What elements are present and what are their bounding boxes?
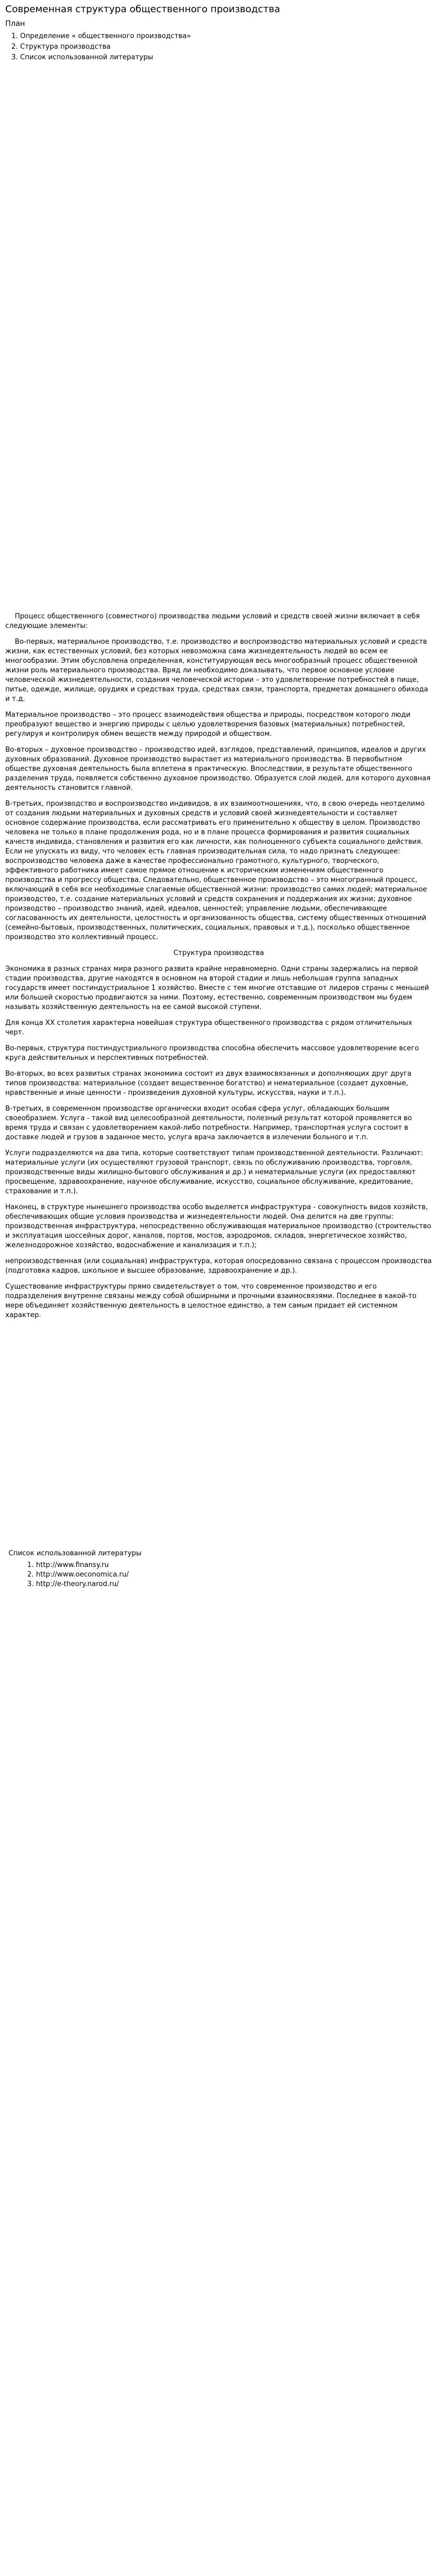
definition-paragraph-spiritual: Во-вторых – духовное производство – производство идей, взглядов, представлений, принципов, идеалов и других духовных образований. Духовное производство вырастает из материального производства. В первобытном обществе духовная деятельность была вплетена в практическую. Впоследствии, в результате общественного разделения труда, появляется собственно духовное производство. Образуется слой людей, для которого духовная деятельность становится главной. bbox=[5, 746, 431, 792]
section-title-structure: Структура производства bbox=[173, 949, 264, 957]
structure-paragraph-5: В-третьих, в современном производстве органически входит особая сфера услуг, обладающих большим своеобразием. Услуга - такой вид целесообразной деятельности, полезный результат которой проявляется во время труда и связан с удовлетворением какой-либо потребности. Например, транспортная услуга состоит в доставке людей и грузов в заданное место, услуга врача заключается в излечении больного и т.п. bbox=[5, 1105, 412, 1141]
structure-paragraph-4: Во-вторых, во всех развитых странах экономика состоит из двух взаимосвязанных и дополняющих друг друга типов производства: материальное (создает вещественное богатство) и нематериальное (создает духовные, нравственные и иные ценности - произведения духовной культуры, искусства, науки и т.п.). bbox=[5, 1070, 412, 1097]
structure-paragraph-7: Наконец, в структуре нынешнего производства особо выделяется инфраструктура - совокупность видов хозяйств, обеспечивающих общие условия производства и жизнедеятельности людей. Она делится на две группы: производственная инфраструктура, непосредственно обслуживающая материальное производство (строительство и эксплуатация шоссейных дорог, каналов, портов, мостов, аэродромов, складов, энергетическое хозяйство, железнодорожное хозяйство, водоснабжение и канализация и т.п.); bbox=[5, 1203, 432, 1249]
definition-paragraph-material: Во-первых, материальное производство, т.е. производство и воспроизводство материальных условий и средств жизни, как естественных условий, без которых невозможна сама жизнедеятельность людей во всем ее многообразии. Этим обусловлена определенная, конституирующая весь многообразный процесс общественной жизни роль материального производства. Вряд ли необходимо доказывать, что первое основное условие человеческой жизнедеятельности, создания человеческой истории – это удовлетворение потребностей в пище, питье, одежде, жилище, орудиях и средствах труда, средствах связи, транспорта, предметах домашнего обихода и т.д. bbox=[5, 638, 428, 703]
reference-link[interactable]: 1. http://www.finansy.ru bbox=[36, 1561, 432, 1570]
structure-paragraph-9: Существование инфраструктуры прямо свидетельствует о том, что современное производство и его подразделения внутренне связаны между собой обширными и прочными взаимосвязями. Последнее в какой-то мере объединяет хозяйственную деятельность в целостное единство, а тем самым придает ей системном характер. bbox=[5, 1283, 417, 1319]
structure-paragraph-1: Экономика в разных странах мира разного развита крайне неравномерно. Одни страны задержались на первой стадии производства, другие находятся в основном на второй стадии и лишь небольшая группа западных государств имеет постиндустриальное 1 хозяйство. Вместе с тем многие отставшие от лидеров страны с меньшей или большей скоростью продвигаются за ними. Поэтому, естественно, современным производством мы будем называть хозяйственную деятельность на ее самой высокой ступени. bbox=[5, 965, 429, 1011]
structure-paragraph-8: непроизводственная (или социальная) инфраструктура, которая опосредованно связана с процессом производства (подготовка кадров, школьное и высшее образование, здравоохранение и др.). bbox=[5, 1257, 432, 1275]
reference-link[interactable]: 2. http://www.oeconomica.ru/ bbox=[36, 1570, 432, 1580]
plan-item-references: 3. Список использованной литературы bbox=[20, 53, 432, 62]
structure-paragraph-3: Во-первых, структура постиндустриального производства способна обеспечить массовое удовлетворение всего круга действительных и перспективных потребностей. bbox=[5, 1044, 419, 1062]
structure-paragraph-2: Для конца ХХ столетия характерна новейшая структура общественного производства с рядом отличительных черт. bbox=[5, 1019, 413, 1037]
references-list bbox=[5, 1561, 432, 1589]
definition-paragraph-individuals: В-третьих, производство и воспроизводство индивидов, в их взаимоотношениях, что, в свою очередь неотделимо от создания людьми материальных и духовных средств и условий своей жизнедеятельности и составляет основное содержание производства, если рассматривать его применительно к обществу в целом. Производство человека не только в плане продолжения рода, но и в плане процесса формирования и развития социальных качеств индивида, становления и развития его как личности, как полноценного субъекта социального действия. Если не упускать из виду, что человек есть главная производительная сила, то надо признать следующее: воспроизводство человека даже в качестве профессионально грамотного, культурного, творческого, эффективного работника имеет самое прямое отношение к историческим изменениям общественного производства и прогрессу общества. Следовательно, общественное производство – это многогранный процесс, включающий в себя все необходимые слагаемые общественной жизни: производство самих людей; материальное производство, т.е. создание материальных условий и средств сохранения и поддержания их жизни; духовное производство – производство знаний, идей, идеалов, ценностей; управление людьми, обеспечивающее согласованность их деятельности, целостность и организованность общества, систему общественных отношений (семейно-бытовых, производственных, политических, социальных, правовых и т.д.), посколько общественное производство это коллективный процесс. bbox=[5, 800, 427, 941]
definition-paragraph-intro: Процесс общественного (совместного) производства людьми условий и средств своей жизни включает в себя следующие элементы: bbox=[5, 613, 420, 630]
plan-item-definition: 1. Определение « общественного производства» bbox=[20, 32, 432, 41]
reference-link[interactable]: 3. http://e-theory.narod.ru/ bbox=[36, 1580, 432, 1589]
blank-space bbox=[5, 64, 432, 612]
blank-space bbox=[5, 1327, 432, 1549]
page-title: Современная структура общественного производства bbox=[5, 4, 280, 15]
references-title: Список использованной литературы bbox=[8, 1550, 142, 1557]
plan-item-structure: 2. Структура производства bbox=[20, 42, 432, 52]
definition-paragraph-material-process: Материальное производство – это процесс взаимодействия общества и природы, посредством которого люди преобразуют вещество и энергию природы с целью удовлетворения базовых (материальных) потребностей, регулируя и контролируя обмен веществ между природой и обществом. bbox=[5, 711, 410, 738]
plan-list bbox=[5, 32, 432, 62]
plan-label: План bbox=[5, 20, 25, 28]
structure-paragraph-6: Услуги подразделяются на два типа, которые соответствуют типам производственной деятельности. Различают: материальные услуги (их осуществляют грузовой транспорт, связь по обслуживанию производства, торговля, производственные виды жилищно-бытового обслуживания и др.) и нематериальные услуги (их предоставляют просвещение, здравоохранение, научное обслуживание, искусство, социальное обслуживание, кредитование, страхование и т.п.). bbox=[5, 1149, 423, 1195]
